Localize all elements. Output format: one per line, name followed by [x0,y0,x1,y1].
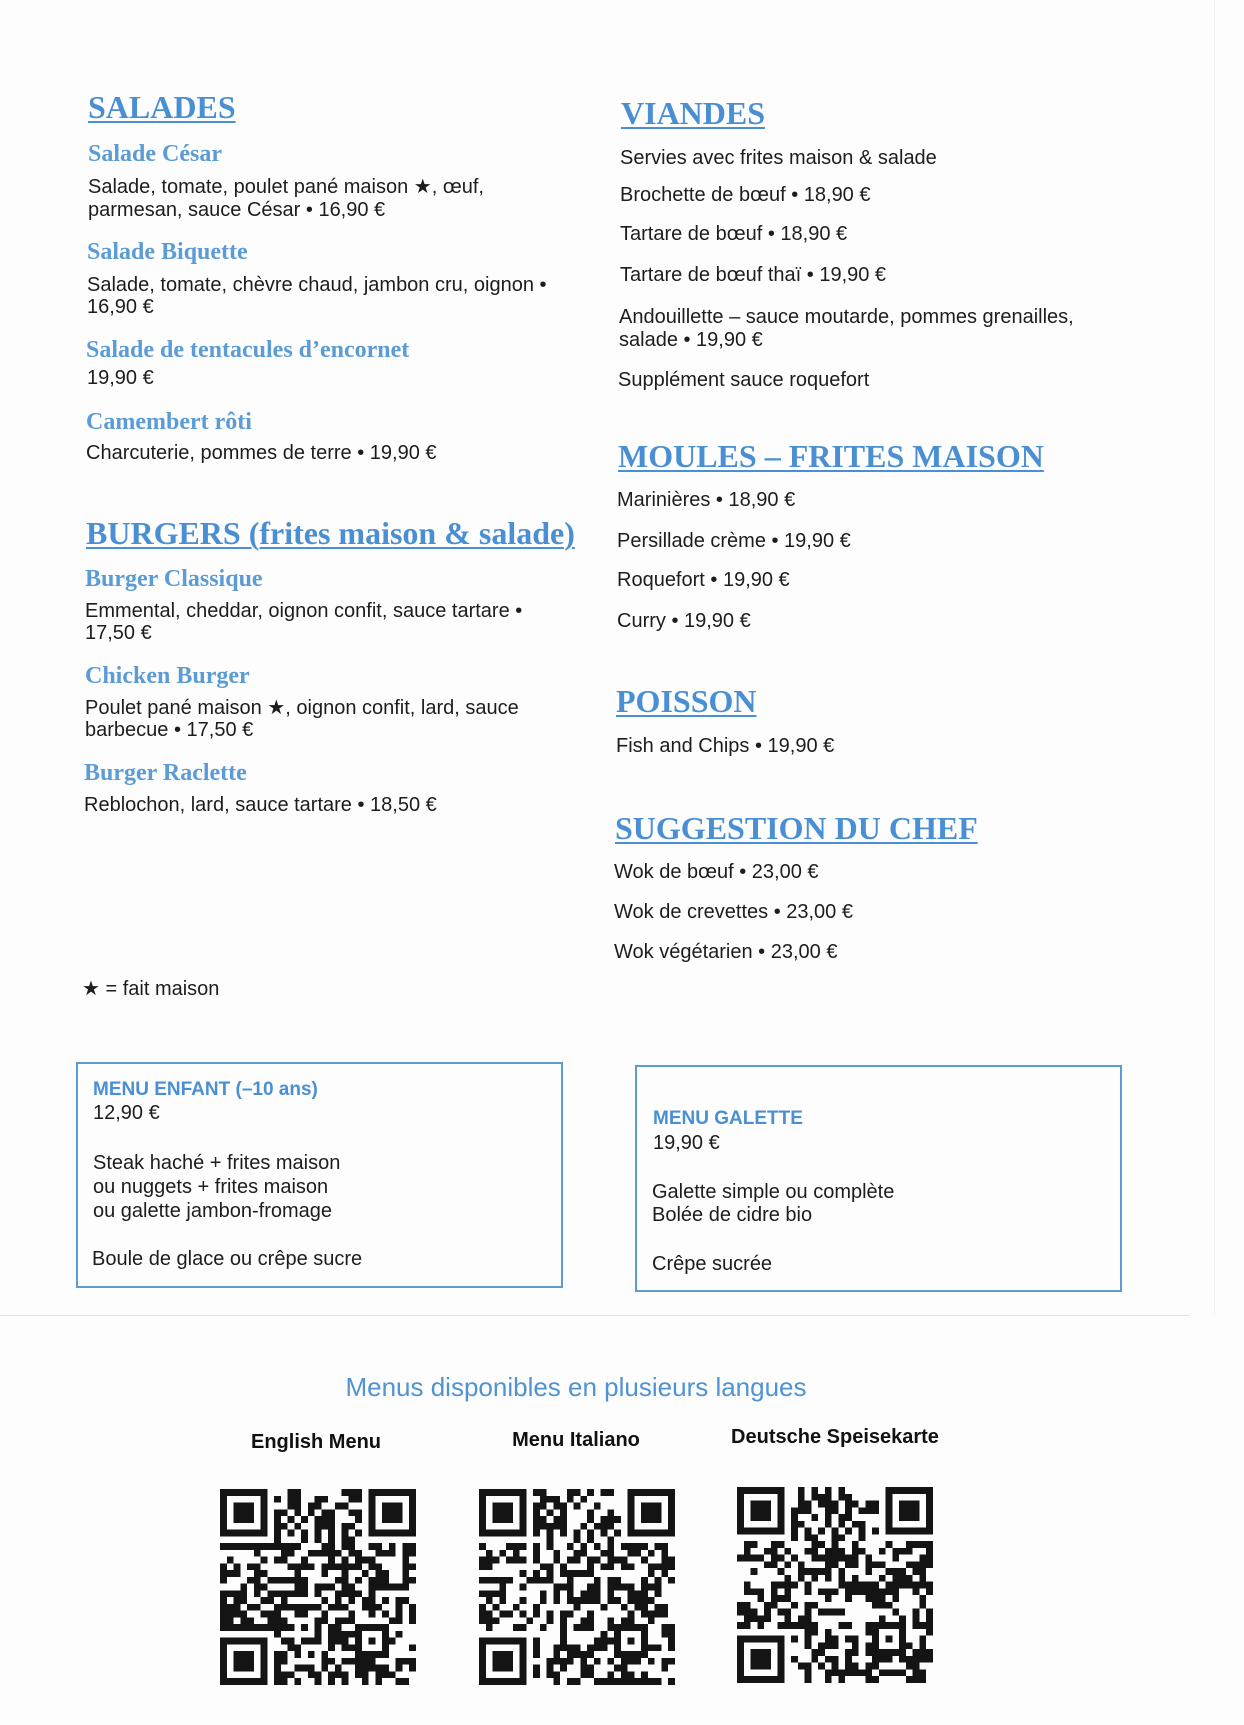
menu-item-description: Charcuterie, pommes de terre • 19,90 € [86,442,437,464]
languages-title: Menus disponibles en plusieurs langues [345,1372,807,1402]
menu-enfant-price: 12,90 € [93,1102,160,1124]
menu-item: Curry • 19,90 € [617,610,751,632]
menu-item-description: Poulet pané maison ★, oignon confit, lard, sauce [85,697,519,719]
qr-code-icon [220,1489,416,1685]
section-note: Servies avec frites maison & salade [620,147,937,169]
menu-item: Fish and Chips • 19,90 € [616,735,835,757]
section-title-salades: SALADES [88,89,236,125]
menu-item-description: Salade, tomate, chèvre chaud, jambon cru, oignon • [87,274,547,296]
section-title-burgers: BURGERS (frites maison & salade) [86,515,575,551]
menu-item-description: Emmental, cheddar, oignon confit, sauce tartare • [85,600,523,622]
menu-item-name: Salade de tentacules d’encornet [86,337,410,363]
section-title-moules: MOULES – FRITES MAISON [618,438,1044,474]
menu-galette-price: 19,90 € [653,1132,720,1154]
menu-item: Brochette de bœuf • 18,90 € [620,184,871,206]
menu-item-description: Salade, tomate, poulet pané maison ★, œuf, [88,176,484,198]
qr-code-icon [479,1489,675,1685]
menu-enfant-line: ou galette jambon-fromage [93,1200,333,1222]
menu-item: Marinières • 18,90 € [617,489,796,511]
menu-item-name: Camembert rôti [86,409,252,435]
menu-item: salade • 19,90 € [619,329,763,351]
menu-item-name: Chicken Burger [85,663,250,689]
language-label-italiano: Menu Italiano [512,1429,640,1451]
section-title-suggestion: SUGGESTION DU CHEF [615,810,978,846]
homemade-legend: ★ = fait maison [82,978,220,1000]
menu-galette-line: Galette simple ou complète [652,1181,895,1203]
menu-item-name: Salade César [88,141,222,167]
qr-code-modules [737,1487,933,1683]
menu-item: Supplément sauce roquefort [618,369,870,391]
qr-code-modules [479,1489,675,1685]
language-label-deutsch: Deutsche Speisekarte [731,1426,939,1448]
page-edge [1214,0,1215,1315]
menu-item-name: Burger Classique [85,566,263,592]
menu-item: Tartare de bœuf thaï • 19,90 € [620,264,887,286]
menu-item: Andouillette – sauce moutarde, pommes grenailles, [619,306,1074,328]
menu-item-description: barbecue • 17,50 € [85,719,254,741]
menu-enfant-dessert: Boule de glace ou crêpe sucre [92,1248,363,1270]
menu-item-name: Burger Raclette [84,760,247,786]
menu-enfant-line: Steak haché + frites maison [93,1152,341,1174]
menu-item-name: Salade Biquette [87,239,248,265]
qr-code-icon [737,1487,933,1683]
menu-item-description: parmesan, sauce César • 16,90 € [88,199,386,221]
menu-item: Wok de bœuf • 23,00 € [614,861,819,883]
menu-galette-line: Bolée de cidre bio [652,1204,813,1226]
menu-enfant-line: ou nuggets + frites maison [93,1176,329,1198]
menu-enfant-title: MENU ENFANT (–10 ans) [93,1079,318,1100]
menu-item-description: Reblochon, lard, sauce tartare • 18,50 € [84,794,437,816]
section-title-viandes: VIANDES [621,95,766,131]
menu-galette-dessert: Crêpe sucrée [652,1253,773,1275]
menu-item-price: 19,90 € [87,367,154,389]
qr-code-modules [220,1489,416,1685]
menu-item-description: 16,90 € [87,296,154,318]
menu-item: Roquefort • 19,90 € [617,569,790,591]
section-divider [0,1315,1190,1316]
menu-item: Wok végétarien • 23,00 € [614,941,838,963]
menu-galette-title: MENU GALETTE [653,1108,803,1129]
language-label-english: English Menu [251,1431,381,1453]
menu-item: Wok de crevettes • 23,00 € [614,901,853,923]
section-title-poisson: POISSON [616,683,757,719]
menu-item: Tartare de bœuf • 18,90 € [620,223,848,245]
menu-item: Persillade crème • 19,90 € [617,530,851,552]
menu-item-description: 17,50 € [85,622,152,644]
